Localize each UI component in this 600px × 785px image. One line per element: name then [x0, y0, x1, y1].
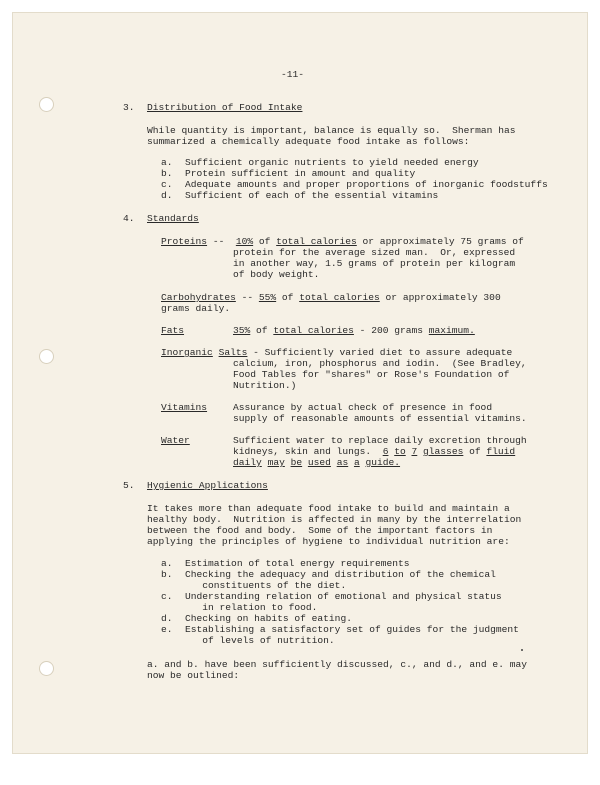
page-number: -11-: [281, 69, 305, 80]
list-letter: a.: [161, 558, 173, 569]
list-letter: d.: [161, 190, 173, 201]
paragraph-line: in another way, 1.5 grams of protein per kilogram: [233, 258, 516, 269]
list-item: Checking on habits of eating.: [185, 613, 352, 624]
list-item: Estimation of total energy requirements: [185, 558, 410, 569]
punch-hole: [39, 349, 54, 364]
section-title: Distribution of Food Intake: [147, 102, 303, 113]
standard-salts: Inorganic Salts - Sufficiently varied diet to assure adequate: [161, 347, 513, 358]
paragraph-line: Sufficient water to replace daily excretion through: [233, 435, 527, 446]
paragraph-line: It takes more than adequate food intake to build and maintain a: [147, 503, 510, 514]
list-item: constituents of the diet.: [185, 580, 347, 591]
paragraph-line: summarized a chemically adequate food intake as follows:: [147, 136, 470, 147]
section-title: Hygienic Applications: [147, 480, 268, 491]
list-item: Adequate amounts and proper proportions of inorganic foodstuffs: [185, 179, 548, 190]
punch-hole: [39, 97, 54, 112]
paragraph-line: now be outlined:: [147, 670, 240, 681]
paragraph-line: Food Tables for "shares" or Rose's Foundation of: [233, 369, 510, 380]
paragraph-line: supply of reasonable amounts of essential vitamins.: [233, 413, 527, 424]
standard-water-line: daily may be used as a guide.: [233, 457, 401, 468]
paragraph-line: of body weight.: [233, 269, 320, 280]
paragraph-line: While quantity is important, balance is equally so. Sherman has: [147, 125, 516, 136]
standard-proteins: Proteins -- 10% of total calories or approximately 75 grams of: [161, 236, 524, 247]
standard-water-term: Water: [161, 435, 190, 446]
list-letter: b.: [161, 168, 173, 179]
punch-hole: [39, 661, 54, 676]
standard-fats: 35% of total calories - 200 grams maximum.: [233, 325, 475, 336]
paragraph-line: Assurance by actual check of presence in food: [233, 402, 493, 413]
section-number: 5.: [123, 480, 135, 491]
list-item: of levels of nutrition.: [185, 635, 335, 646]
list-item: Protein sufficient in amount and quality: [185, 168, 416, 179]
standard-fats-term: Fats: [161, 325, 185, 336]
ink-speck: [521, 649, 523, 651]
paragraph-line: protein for the average sized man. Or, expressed: [233, 247, 516, 258]
standard-carbohydrates: Carbohydrates -- 55% of total calories or approximately 300: [161, 292, 501, 303]
list-letter: e.: [161, 624, 173, 635]
standard-water-line: kidneys, skin and lungs. 6 to 7 glasses of fluid: [233, 446, 516, 457]
list-item: Checking the adequacy and distribution of the chemical: [185, 569, 496, 580]
list-item: Sufficient of each of the essential vitamins: [185, 190, 439, 201]
document-page: [12, 12, 588, 754]
paragraph-line: grams daily.: [161, 303, 231, 314]
paragraph-line: calcium, iron, phosphorus and iodin. (See Bradley,: [233, 358, 527, 369]
list-letter: d.: [161, 613, 173, 624]
standard-vitamins-term: Vitamins: [161, 402, 208, 413]
paragraph-line: between the food and body. Some of the important factors in: [147, 525, 493, 536]
paragraph-line: healthy body. Nutrition is affected in many by the interrelation: [147, 514, 522, 525]
list-letter: c.: [161, 591, 173, 602]
list-item: Sufficient organic nutrients to yield needed energy: [185, 157, 479, 168]
paragraph-line: applying the principles of hygiene to individual nutrition are:: [147, 536, 510, 547]
list-item: Understanding relation of emotional and physical status: [185, 591, 502, 602]
list-item: Establishing a satisfactory set of guides for the judgment: [185, 624, 519, 635]
section-number: 3.: [123, 102, 135, 113]
list-letter: b.: [161, 569, 173, 580]
section-number: 4.: [123, 213, 135, 224]
paragraph-line: Nutrition.): [233, 380, 297, 391]
list-item: in relation to food.: [185, 602, 318, 613]
paragraph-line: a. and b. have been sufficiently discussed, c., and d., and e. may: [147, 659, 527, 670]
section-title: Standards: [147, 213, 199, 224]
list-letter: a.: [161, 157, 173, 168]
list-letter: c.: [161, 179, 173, 190]
